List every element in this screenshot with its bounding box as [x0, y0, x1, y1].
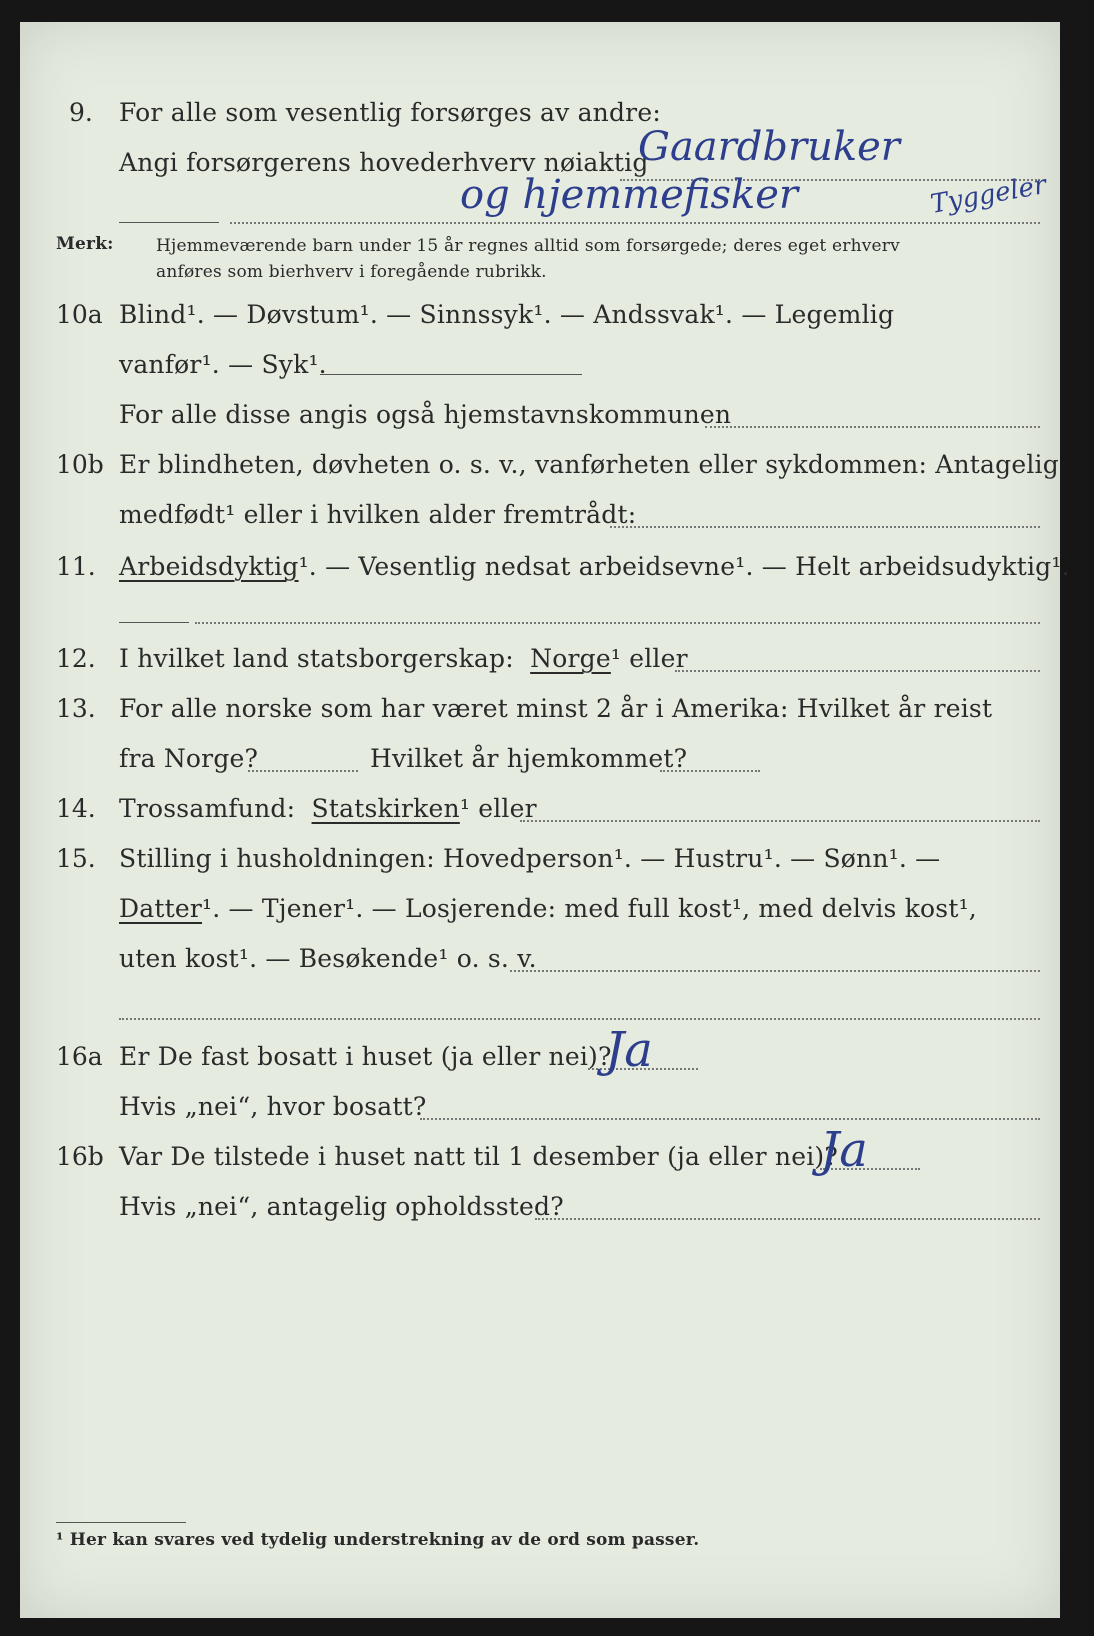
q9-line2: Angi forsørgerens hovederhverv nøiaktig — [119, 148, 649, 177]
q11-selected-option: Arbeidsdyktig — [119, 552, 299, 581]
q16a-number: 16a — [56, 1042, 103, 1071]
q9-handwritten-answer1: Gaardbruker — [638, 124, 900, 170]
footnote: ¹ Her kan svares ved tydelig understrekning av de ord som passer. — [56, 1530, 700, 1550]
merk-line1: Hjemmeværende barn under 15 år regnes alltid som forsørgede; deres eget erhverv — [156, 236, 900, 256]
q12-selected-option: Norge — [530, 644, 611, 673]
q9-handwritten-answer2: og hjemmefisker — [460, 172, 799, 218]
q14-selected-option: Statskirken — [311, 794, 460, 823]
q15-extra-line — [119, 1018, 1040, 1020]
q16a-line2: Hvis „nei“, hvor bosatt? — [119, 1092, 427, 1121]
q14-number: 14. — [56, 794, 96, 823]
q16b-line2: Hvis „nei“, antagelig opholdssted? — [119, 1192, 564, 1221]
q13-reist-line — [248, 770, 358, 772]
footnote-rule — [56, 1522, 186, 1523]
q13-line2b: Hvilket år hjemkommet? — [370, 744, 688, 773]
q10b-answer-line — [610, 526, 1040, 528]
q13-line2a: fra Norge? — [119, 744, 259, 773]
q13-hjemkommet-line — [660, 770, 760, 772]
q16a-handwritten-answer: Ja — [605, 1022, 653, 1078]
q10a-line3: For alle disse angis også hjemstavnskommunen — [119, 400, 732, 429]
q9-line1: For alle som vesentlig forsørges av andre: — [119, 98, 661, 127]
q10b-number: 10b — [56, 450, 104, 479]
merk-label: Merk: — [56, 234, 114, 254]
q12-question: I hvilket land statsborgerskap: — [119, 644, 514, 673]
q15-line1: Stilling i husholdningen: Hovedperson¹. — Hustru¹. — Sønn¹. — — [119, 844, 941, 873]
q9-number: 9. — [69, 98, 93, 127]
q14-answer-line — [520, 820, 1040, 822]
q10a-number: 10a — [56, 300, 103, 329]
q16a-bosatt-line — [420, 1118, 1040, 1120]
q10b-line1: Er blindheten, døvheten o. s. v., vanførheten eller sykdommen: Antagelig — [119, 450, 1059, 479]
q10b-line2: medfødt¹ eller i hvilken alder fremtrådt: — [119, 500, 637, 529]
q11-rest: ¹. — Vesentlig nedsat arbeidsevne¹. — Helt arbeidsudyktig¹. — [298, 552, 1070, 581]
q16b-number: 16b — [56, 1142, 104, 1171]
q15-answer-line — [510, 970, 1040, 972]
q16b-handwritten-answer: Ja — [820, 1122, 868, 1178]
q14-rest: ¹ eller — [459, 794, 537, 823]
q11-number: 11. — [56, 552, 96, 581]
q11-text — [119, 552, 1070, 581]
q10a-kommune-line — [705, 426, 1040, 428]
q9-handwritten-answer3: Tyggeler — [928, 170, 1049, 220]
q13-line1: For alle norske som har været minst 2 år i Amerika: Hvilket år reist — [119, 694, 993, 723]
q15-number: 15. — [56, 844, 96, 873]
merk-line2: anføres som bierhverv i foregående rubrikk. — [156, 262, 547, 282]
q14-question: Trossamfund: — [119, 794, 296, 823]
q11-short-rule — [119, 622, 189, 623]
q15-line3: uten kost¹. — Besøkende¹ o. s. v. — [119, 944, 537, 973]
q12-number: 12. — [56, 644, 96, 673]
q16a-line1: Er De fast bosatt i huset (ja eller nei)? — [119, 1042, 612, 1071]
q13-number: 13. — [56, 694, 96, 723]
q14-text — [119, 794, 537, 823]
q12-answer-line — [675, 670, 1040, 672]
q9-answer-line2 — [230, 222, 1040, 224]
q12-rest: ¹ eller — [610, 644, 688, 673]
q9-short-rule — [119, 222, 219, 223]
q10a-line1: Blind¹. — Døvstum¹. — Sinnssyk¹. — Andssvak¹. — Legemlig — [119, 300, 895, 329]
q10a-syk-line — [320, 374, 582, 375]
q16b-line1: Var De tilstede i huset natt til 1 desember (ja eller nei)? — [119, 1142, 838, 1171]
q11-answer-line — [195, 622, 1040, 624]
q15-line2 — [119, 894, 977, 923]
q15-selected-option: Datter — [119, 894, 202, 923]
q10a-line2: vanfør¹. — Syk¹. — [119, 350, 327, 379]
q15-line2-rest: ¹. — Tjener¹. — Losjerende: med full kost¹, med delvis kost¹, — [202, 894, 977, 923]
q12-text — [119, 644, 688, 673]
q16b-opholdssted-line — [535, 1218, 1040, 1220]
census-form-page — [20, 22, 1070, 1618]
